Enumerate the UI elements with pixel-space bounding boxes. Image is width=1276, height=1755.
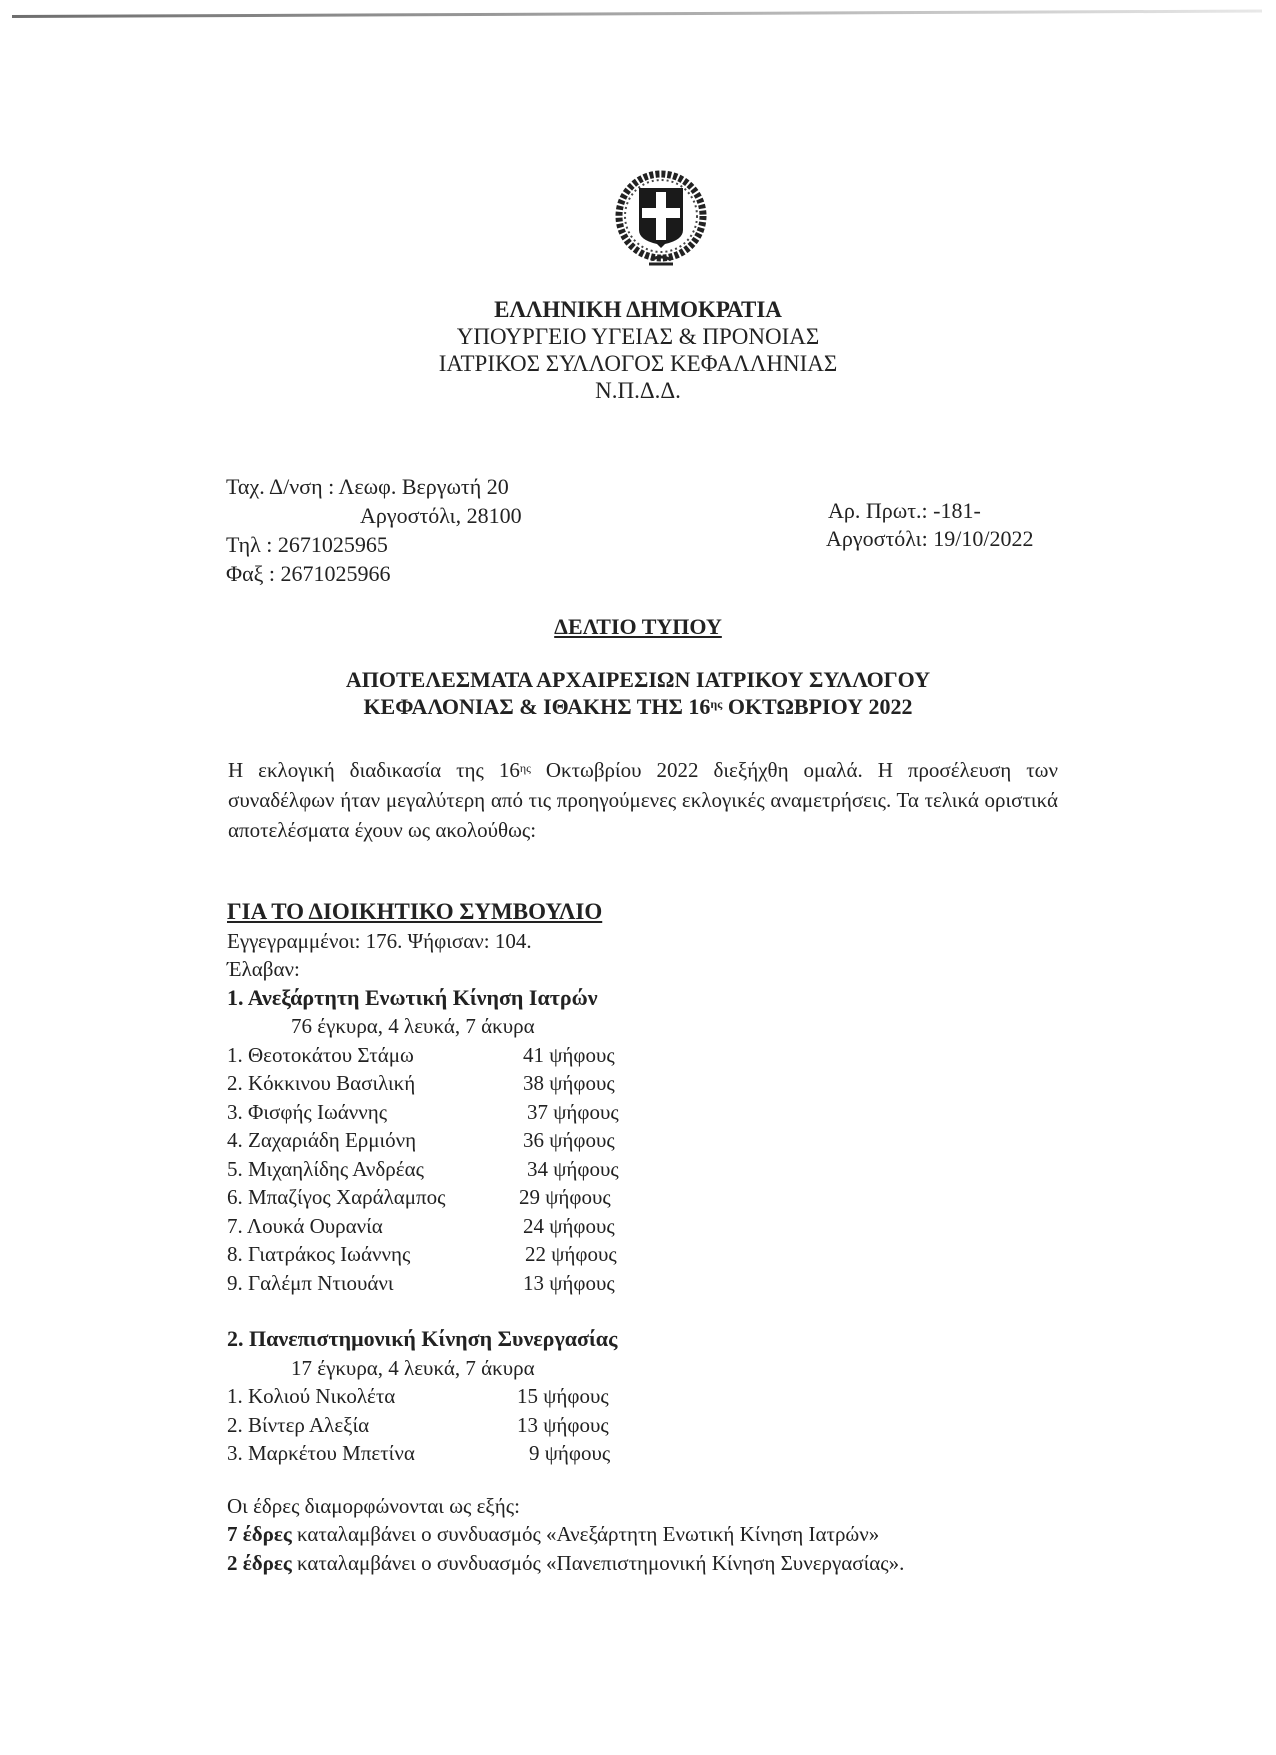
candidate-row [227,1183,1087,1212]
candidate-row [227,1212,1087,1241]
candidate-votes: 9 ψήφους [529,1441,611,1465]
title-line-2-end: ΟΚΤΩΒΡΙΟΥ 2022 [722,694,913,719]
seats-count: 2 έδρες [227,1550,292,1575]
party-name: 2. Πανεπιστημονική Κίνηση Συνεργασίας [227,1326,618,1351]
intro-text-end: Οκτωβρίου 2022 διεξήχθη ομαλά. Η προσέλευση των συναδέλφων ήταν μεγαλύτερη από τις προηγούμενες εκλογικές αναμετρήσεις. Τα τελικά οριστικά αποτελέσματα έχουν ως ακολούθως: [228,758,1059,842]
press-release-label: ΔΕΛΤΙΟ ΤΥΠΟΥ [554,614,722,639]
candidate-votes: 22 ψήφους [525,1242,617,1266]
address-fax: Φαξ : 2671025966 [226,561,391,586]
candidate-name: 5. Μιχαηλίδης Ανδρέας [227,1156,424,1181]
title-line-2 [0,693,1276,720]
candidate-row [227,1069,1087,1098]
board-heading: ΓΙΑ ΤΟ ΔΙΟΙΚΗΤΙΚΟ ΣΥΜΒΟΥΛΙΟ [227,899,603,924]
board-results-section [227,898,1087,1577]
candidate-votes: 34 ψήφους [527,1156,619,1181]
candidate-name: 1. Κολιού Νικολέτα [227,1384,396,1408]
candidate-row [227,1439,1087,1468]
protocol-number: Αρ. Πρωτ.: -181- [828,498,981,523]
candidate-votes: 38 ψήφους [523,1071,615,1095]
header-ministry: ΥΠΟΥΡΓΕΙΟ ΥΓΕΙΑΣ & ΠΡΟΝΟΙΑΣ [456,324,820,349]
title-superscript: ης [710,697,723,711]
candidate-name: 3. Φισφής Ιωάννης [227,1099,388,1124]
document-title [0,666,1276,720]
greek-coat-of-arms-icon [613,168,709,270]
seats-intro: Οι έδρες διαμορφώνονται ως εξής: [227,1493,520,1518]
seats-text: καταλαμβάνει ο συνδυασμός «Ανεξάρτητη Ενωτική Κίνηση Ιατρών» [291,1522,880,1546]
candidate-votes: 37 ψήφους [527,1099,619,1124]
candidate-name: 6. Μπαζίγος Χαράλαμπος [227,1185,446,1209]
address-block [226,472,522,588]
candidate-row [227,1269,1087,1298]
candidate-row [227,1382,1087,1411]
protocol-block [826,497,1033,553]
candidate-row [227,1155,1087,1184]
intro-paragraph [228,755,1058,845]
candidate-votes: 15 ψήφους [517,1384,609,1408]
candidate-votes: 29 ψήφους [519,1185,611,1209]
scan-top-edge-line [12,10,1262,18]
candidate-votes: 41 ψήφους [523,1042,615,1067]
candidate-list [227,1041,1087,1298]
candidate-row [227,1041,1087,1070]
candidate-name: 7. Λουκά Ουρανία [227,1213,383,1238]
protocol-date: Αργοστόλι: 19/10/2022 [826,526,1034,551]
candidate-name: 1. Θεοτοκάτου Στάμω [227,1042,414,1067]
party-ballot-counts: 17 έγκυρα, 4 λευκά, 7 άκυρα [291,1355,535,1380]
title-line-1: ΑΠΟΤΕΛΕΣΜΑΤΑ ΑΡΧΑΙΡΕΣΙΩΝ ΙΑΤΡΙΚΟΥ ΣΥΛΛΟΓΟΥ [345,667,931,692]
received-label: Έλαβαν: [227,957,300,981]
turnout-line: Εγγεγραμμένοι: 176. Ψήφισαν: 104. [227,928,532,953]
address-phone: Τηλ : 2671025965 [226,532,388,557]
intro-text-start: Η εκλογική διαδικασία της 16 [228,758,520,782]
candidate-row [227,1411,1087,1440]
candidate-votes: 13 ψήφους [523,1270,615,1295]
party-name: 1. Ανεξάρτητη Ενωτική Κίνηση Ιατρών [227,984,598,1010]
candidate-row [227,1126,1087,1155]
candidate-name: 2. Βίντερ Αλεξία [227,1412,370,1437]
seats-count: 7 έδρες [227,1522,292,1546]
header-legal-form: Ν.Π.Δ.Δ. [595,378,681,403]
candidate-name: 4. Ζαχαριάδη Ερμιόνη [227,1128,417,1152]
seats-line [227,1520,1087,1549]
title-line-2-text: ΚΕΦΑΛΟΝΙΑΣ & ΙΘΑΚΗΣ ΤΗΣ 16 [363,694,711,719]
intro-superscript: ης [519,761,531,775]
header-association: ΙΑΤΡΙΚΟΣ ΣΥΛΛΟΓΟΣ ΚΕΦΑΛΛΗΝΙΑΣ [438,351,838,376]
candidate-list [227,1382,1087,1468]
header-country: ΕΛΛΗΝΙΚΗ ΔΗΜΟΚΡΑΤΙΑ [494,297,782,322]
candidate-votes: 36 ψήφους [523,1128,615,1152]
address-city: Αργοστόλι, 28100 [360,503,522,528]
candidate-row [227,1240,1087,1269]
candidate-votes: 13 ψήφους [517,1412,609,1437]
candidate-votes: 24 ψήφους [523,1213,615,1238]
candidate-name: 8. Γιατράκος Ιωάννης [227,1242,411,1266]
party-ballot-counts: 76 έγκυρα, 4 λευκά, 7 άκυρα [291,1014,535,1038]
candidate-name: 2. Κόκκινου Βασιλική [227,1071,416,1095]
candidate-row [227,1098,1087,1127]
address-street: Ταχ. Δ/νση : Λεωφ. Βεργωτή 20 [226,474,509,499]
candidate-name: 3. Μαρκέτου Μπετίνα [227,1441,415,1465]
org-header [0,296,1276,404]
seats-line [227,1549,1087,1578]
candidate-name: 9. Γαλέμπ Ντιουάνι [227,1270,394,1295]
seats-text: καταλαμβάνει ο συνδυασμός «Πανεπιστημονική Κίνηση Συνεργασίας». [291,1550,905,1575]
